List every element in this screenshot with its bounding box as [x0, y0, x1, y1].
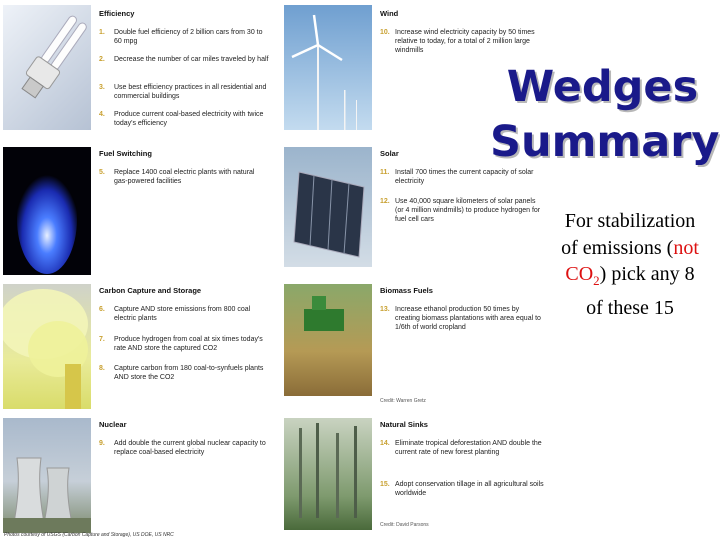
wedge-8 [99, 364, 269, 382]
wedge-15 [380, 480, 545, 498]
smokestack-photo [3, 284, 91, 409]
wedge-number: 5. [99, 169, 105, 176]
title-line-1: Wedges [506, 62, 699, 112]
wedge-number: 11. [380, 169, 390, 176]
wedge-text: Add double the current global nuclear capacity to replace coal-based electricity [114, 440, 266, 456]
wedge-number: 1. [99, 29, 105, 36]
wedge-text: Capture AND store emissions from 800 coal electric plants [114, 306, 251, 322]
note-part-1: For stabilization of emissions ( [561, 210, 696, 259]
wedge-4 [99, 110, 269, 128]
wedge-number: 4. [99, 111, 105, 118]
category-natural-sinks: Natural Sinks [380, 420, 428, 429]
category-nuclear: Nuclear [99, 420, 127, 429]
wind-photo [284, 5, 372, 130]
wedge-text: Produce current coal-based electricity with twice today's efficiency [114, 111, 264, 127]
stabilization-note [555, 208, 705, 321]
wedge-number: 7. [99, 336, 105, 343]
smokestack-icon [3, 284, 91, 409]
cooling-tower-icon [3, 418, 91, 533]
wedge-text: Adopt conservation tillage in all agricultural soils worldwide [395, 481, 544, 497]
note-part-2: pick any 8 of these 15 [586, 263, 695, 319]
light-bulb-icon [3, 5, 91, 130]
note-not-co2: not CO [565, 236, 699, 285]
category-solar: Solar [380, 149, 399, 158]
forest-photo [284, 418, 372, 530]
wedge-1 [99, 28, 269, 46]
wedge-9 [99, 439, 269, 457]
wedge-text: Double fuel efficiency of 2 billion cars from 30 to 60 mpg [114, 29, 263, 45]
flame-icon [3, 147, 91, 275]
wedge-text: Increase ethanol production 50 times by creating biomass plantations with area equal to 1/6th of world cropland [395, 306, 541, 331]
wedge-12 [380, 197, 545, 224]
gas-flame-photo [3, 147, 91, 275]
wedge-2 [99, 55, 269, 64]
wedge-6 [99, 305, 269, 323]
wedge-number: 10. [380, 29, 390, 36]
wedge-7 [99, 335, 269, 353]
wedge-number: 15. [380, 481, 390, 488]
wedge-text: Eliminate tropical deforestation AND double the current rate of new forest planting [395, 440, 542, 456]
wedge-text: Use best efficiency practices in all residential and commercial buildings [114, 84, 267, 100]
photo-credits-footer: Photos courtesy of USGS (Carbon Capture and Storage), US DOE, US NRC [4, 532, 174, 538]
wedge-5 [99, 168, 269, 186]
note-subscript: 2 [593, 273, 600, 288]
wedge-text: Install 700 times the current capacity of solar electricity [395, 169, 534, 185]
harvester-icon [284, 284, 372, 396]
credit-biomass: Credit: Warren Gretz [380, 398, 426, 404]
category-fuel-switching: Fuel Switching [99, 149, 152, 158]
wedge-number: 8. [99, 365, 105, 372]
forest-icon [284, 418, 372, 530]
wedge-11 [380, 168, 545, 186]
wedge-number: 14. [380, 440, 390, 447]
credit-sinks: Credit: David Parsons [380, 522, 429, 528]
wedge-14 [380, 439, 545, 457]
nuclear-plant-photo [3, 418, 91, 533]
category-biomass: Biomass Fuels [380, 286, 433, 295]
category-carbon-capture: Carbon Capture and Storage [99, 286, 202, 295]
efficiency-photo [3, 5, 91, 130]
category-efficiency: Efficiency [99, 9, 135, 18]
wedge-text: Replace 1400 coal electric plants with natural gas-powered facilities [114, 169, 255, 185]
wedge-number: 12. [380, 198, 390, 205]
wedge-number: 6. [99, 306, 105, 313]
wedge-text: Capture carbon from 180 coal-to-synfuels plants AND store the CO2 [114, 365, 264, 381]
windmill-icon [284, 5, 372, 130]
category-wind: Wind [380, 9, 399, 18]
note-close-paren: ) [599, 263, 607, 285]
wedge-number: 13. [380, 306, 390, 313]
wedge-text: Increase wind electricity capacity by 50 times relative to today, for a total of 2 million large windmills [395, 29, 535, 54]
wedge-text: Produce hydrogen from coal at six times today's rate AND store the captured CO2 [114, 336, 263, 352]
slide-title [490, 60, 720, 170]
wedge-13 [380, 305, 545, 332]
wedge-number: 9. [99, 440, 105, 447]
wedge-text: Use 40,000 square kilometers of solar panels (or 4 million windmills) to produce hydrogen for fuel cell cars [395, 198, 541, 223]
wedge-10 [380, 28, 545, 55]
wedge-number: 3. [99, 84, 105, 91]
biomass-photo [284, 284, 372, 396]
solar-photo [284, 147, 372, 267]
wedge-number: 2. [99, 56, 105, 63]
wedge-3 [99, 83, 269, 101]
wedge-text: Decrease the number of car miles traveled by half [114, 56, 269, 63]
title-line-2: Summary [490, 117, 720, 167]
solar-panel-icon [284, 147, 372, 267]
